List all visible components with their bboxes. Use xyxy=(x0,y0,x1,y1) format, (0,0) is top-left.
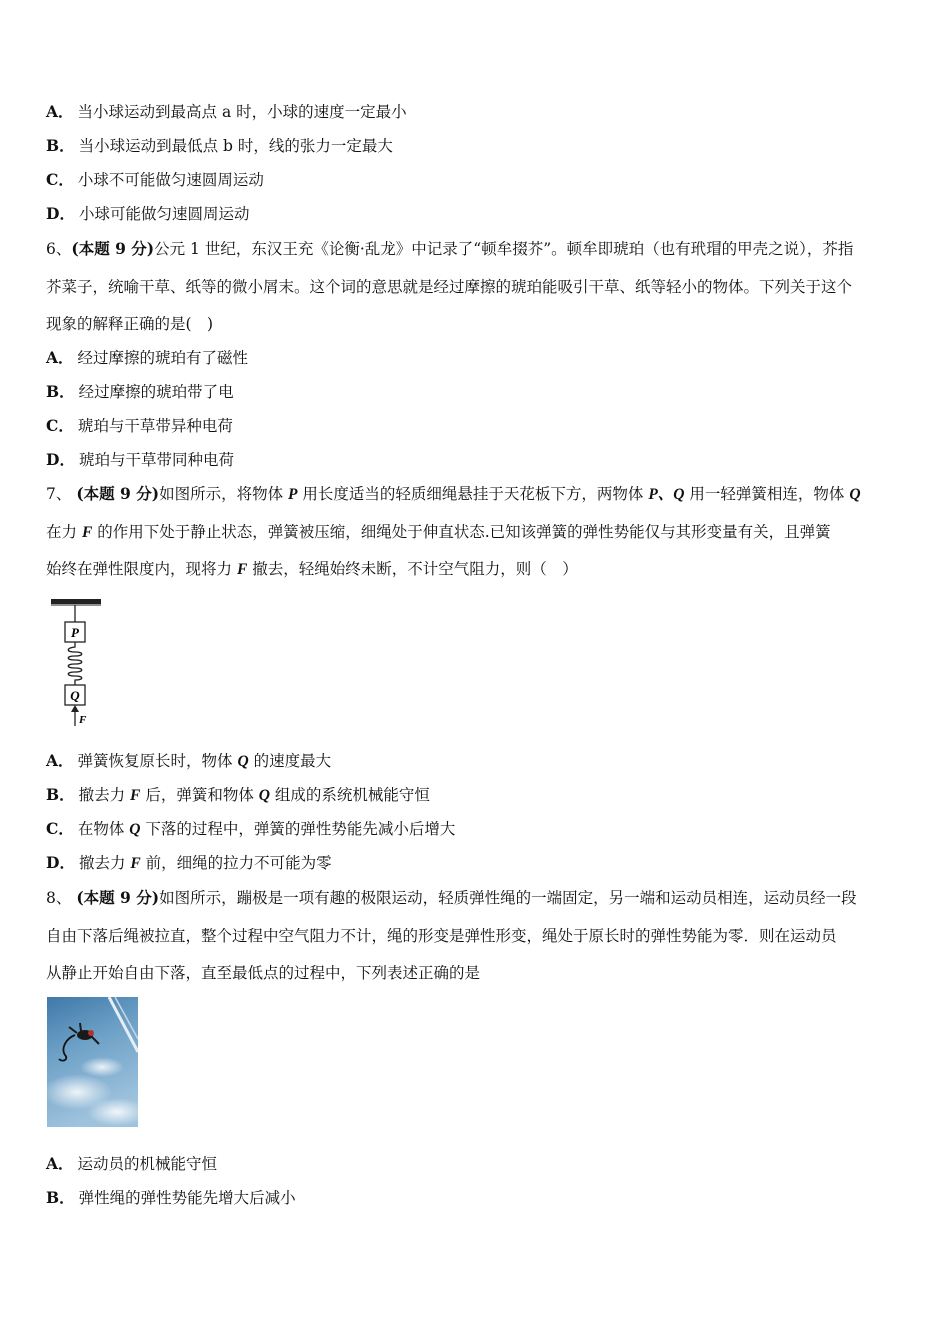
q5-option-d: D． 小球可能做匀速圆周运动 xyxy=(46,204,250,223)
question-score: (本题 9 分) xyxy=(76,484,160,503)
q8-stem-line2: 自由下落后绳被拉直，整个过程中空气阻力不计，绳的形变是弹性形变，绳处于原长时的弹性势能为零．则在运动员 xyxy=(46,927,837,945)
q6-stem-line2: 芥菜子，统喻干草、纸等的微小屑末。这个词的意思就是经过摩擦的琥珀能吸引干草、纸等轻小的物体。下列关于这个 xyxy=(46,278,853,296)
question-score: (本题 9 分) xyxy=(76,888,160,907)
q6-option-c: C． 琥珀与干草带异种电荷 xyxy=(46,416,233,435)
q6-option-a: A． 经过摩擦的琥珀有了磁性 xyxy=(46,348,249,367)
q8-stem-line3: 从静止开始自由下落，直至最低点的过程中，下列表述正确的是 xyxy=(46,964,481,982)
q6-stem-line1: 6、(本题 9 分)公元 1 世纪，东汉王充《论衡·乱龙》中记录了“顿牟掇芥”。顿牟即琥珀（也有玳瑁的甲壳之说），芥指 xyxy=(46,239,854,258)
q8-option-b: B． 弹性绳的弹性势能先增大后减小 xyxy=(46,1188,296,1207)
spring xyxy=(68,642,82,685)
q6-option-d: D． 琥珀与干草带同种电荷 xyxy=(46,450,234,469)
label-p: P xyxy=(71,625,79,640)
label-q: Q xyxy=(70,688,80,703)
q7-stem-line2: 在力 F 的作用下处于静止状态，弹簧被压缩，细绳处于伸直状态.已知该弹簧的弹性势能仅与其形变量有关，且弹簧 xyxy=(46,523,831,541)
question-number: 6、 xyxy=(46,240,72,258)
q7-stem-line3: 始终在弹性限度内，现将力 F 撤去，轻绳始终未断，不计空气阻力，则（ ） xyxy=(46,560,578,578)
question-number: 8、 xyxy=(46,889,72,907)
q8-option-a: A． 运动员的机械能守恒 xyxy=(46,1154,218,1173)
q7-option-c: C． 在物体 Q 下落的过程中，弹簧的弹性势能先减小后增大 xyxy=(46,819,456,838)
q7-option-d: D． 撤去力 F 前，细绳的拉力不可能为零 xyxy=(46,853,332,872)
bungee-photo xyxy=(47,997,138,1127)
q5-option-a: A． 当小球运动到最高点 a 时，小球的速度一定最小 xyxy=(46,102,407,121)
q8-stem-line1: 8、 (本题 9 分)如图所示，蹦极是一项有趣的极限运动，轻质弹性绳的一端固定，另一端和运动员相连，运动员经一段 xyxy=(46,888,857,907)
ceiling xyxy=(51,599,101,605)
q5-option-c: C． 小球不可能做匀速圆周运动 xyxy=(46,170,264,189)
q5-option-b: B． 当小球运动到最低点 b 时，线的张力一定最大 xyxy=(46,136,393,155)
q6-option-b: B． 经过摩擦的琥珀带了电 xyxy=(46,382,234,401)
question-number: 7、 xyxy=(46,485,72,503)
spring-diagram xyxy=(46,597,106,732)
q7-stem-line1: 7、 (本题 9 分)如图所示，将物体 P 用长度适当的轻质细绳悬挂于天花板下方，两物体 P、Q 用一轻弹簧相连，物体 Q xyxy=(46,484,861,503)
question-score: (本题 9 分) xyxy=(71,239,155,258)
label-f: F xyxy=(79,714,87,726)
q6-stem-line3: 现象的解释正确的是( ) xyxy=(46,315,214,333)
q7-option-b: B． 撤去力 F 后，弹簧和物体 Q 组成的系统机械能守恒 xyxy=(46,785,430,804)
q7-option-a: A． 弹簧恢复原长时，物体 Q 的速度最大 xyxy=(46,751,332,770)
force-arrowhead xyxy=(71,705,79,712)
